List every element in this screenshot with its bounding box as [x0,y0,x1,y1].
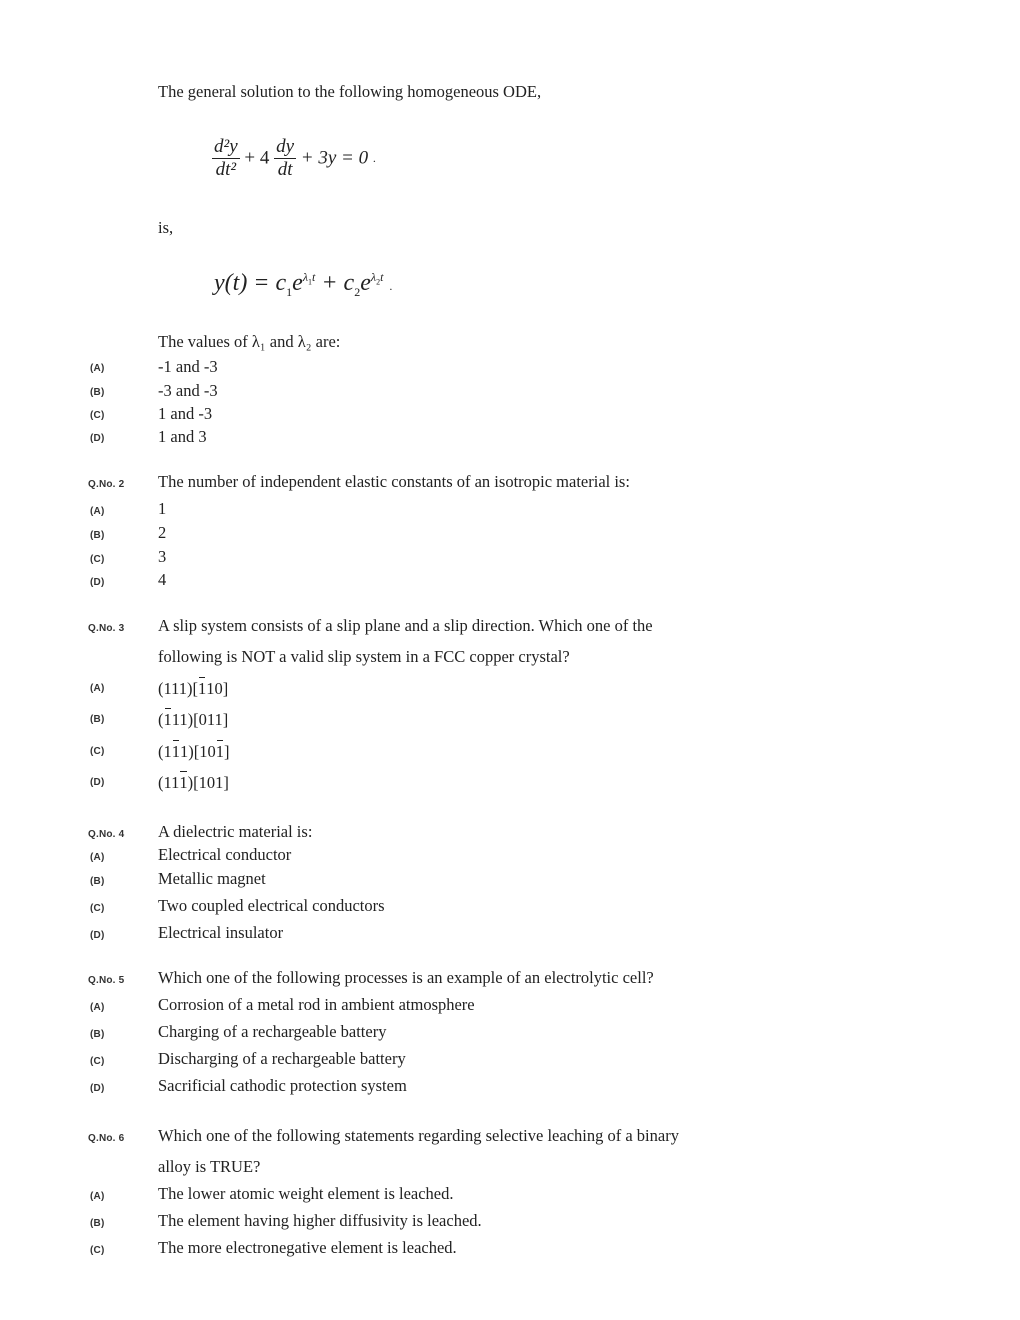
q5-stem: Which one of the following processes is an example of an electrolytic cell? [158,968,654,987]
q3-number: Q.No. 3 [88,623,125,634]
q4-option-d-label: (D) [90,930,105,941]
q1-option-d[interactable]: 1 and 3 [158,427,207,446]
q4-option-a-label: (A) [90,852,105,863]
q3-d-bar: 1 [179,773,188,792]
q1-sol-sub1: 1 [286,284,293,299]
q4-stem: A dielectric material is: [158,822,313,841]
q5-option-a-label: (A) [90,1002,105,1013]
q4-option-c[interactable]: Two coupled electrical conductors [158,896,385,915]
q3-option-d[interactable] [158,773,229,793]
q3-d-part1: (11 [158,773,180,792]
q1-option-c[interactable]: 1 and -3 [158,404,213,423]
q5-option-d[interactable]: Sacrificial cathodic protection system [158,1076,407,1095]
q3-stem-line1: A slip system consists of a slip plane and a slip direction. Which one of the [158,616,653,635]
q1-sol-lam2sub: 2 [376,277,381,287]
q3-option-c-label: (C) [90,746,105,757]
q5-option-c-label: (C) [90,1056,105,1067]
q3-c-part3: 1)[10 [180,742,216,761]
q3-c-bar1: 1 [171,742,180,761]
q3-option-c[interactable] [158,742,230,762]
q5-option-d-label: (D) [90,1083,105,1094]
q3-option-d-label: (D) [90,777,105,788]
q1-sol-lam2: λ [370,270,377,284]
q1-option-a[interactable]: -1 and -3 [158,357,218,376]
q5-option-a[interactable]: Corrosion of a metal rod in ambient atmosphere [158,995,475,1014]
q1-ode-rest: + 3y = 0 [300,147,369,169]
q1-sol-lam1sub: 1 [308,277,313,287]
q2-option-a-label: (A) [90,506,105,517]
q1-ode-second-derivative [212,136,240,181]
q3-option-a-label: (A) [90,683,105,694]
q1-is-text: is, [158,218,174,237]
q3-b-part1: ( [158,710,164,729]
q3-b-bar: 1 [163,710,172,729]
q1-option-b-label: (B) [90,387,105,398]
q6-number: Q.No. 6 [88,1133,125,1144]
q6-stem-line1: Which one of the following statements regarding selective leaching of a binary [158,1126,679,1145]
q6-stem-line2: alloy is TRUE? [158,1157,261,1176]
q1-ode-dt: dt [277,159,293,180]
q6-option-b-label: (B) [90,1218,105,1229]
q1-solution-equation [214,270,392,300]
q1-option-c-label: (C) [90,410,105,421]
q4-option-c-label: (C) [90,903,105,914]
q1-sol-lam1: λ [302,270,309,284]
q1-ode-equation [212,136,376,181]
q1-ode-first-derivative [274,136,296,181]
q1-prompt: The values of λ₁ and λ₂ are: [158,332,341,351]
q1-sol-plus: + c [321,270,355,296]
q1-option-a-label: (A) [90,363,105,374]
q3-a-part1: (111)[ [158,679,199,698]
q6-option-a-label: (A) [90,1191,105,1202]
q2-option-b[interactable]: 2 [158,523,167,542]
q2-option-d[interactable]: 4 [158,570,167,589]
q1-sol-e1: e [292,270,303,296]
q6-option-c[interactable]: The more electronegative element is leached. [158,1238,457,1257]
q3-a-bar: 1 [198,679,207,698]
q1-stem: The general solution to the following homogeneous ODE, [158,82,542,101]
q2-number: Q.No. 2 [88,479,125,490]
q2-option-d-label: (D) [90,577,105,588]
q1-sol-exp2 [370,270,384,287]
q1-sol-lhs: y(t) = c [214,270,287,296]
q1-ode-end: . [372,151,376,165]
q4-number: Q.No. 4 [88,829,125,840]
q2-option-c-label: (C) [90,554,105,565]
q1-sol-t1: t [312,270,316,284]
q3-c-part5: ] [224,742,230,761]
q6-option-b[interactable]: The element having higher diffusivity is leached. [158,1211,482,1230]
q3-stem-line2: following is NOT a valid slip system in a FCC copper crystal? [158,647,570,666]
q3-b-part3: 11)[011] [171,710,229,729]
q1-sol-t2: t [380,270,384,284]
q3-option-b-label: (B) [90,714,105,725]
q1-ode-d2y: d²y [214,136,238,157]
q3-c-bar2: 1 [215,742,224,761]
q2-stem: The number of independent elastic constants of an isotropic material is: [158,472,630,491]
q1-sol-sub2: 2 [354,284,361,299]
q1-sol-e2: e [360,270,371,296]
q3-a-part3: 10] [206,679,229,698]
q4-option-a[interactable]: Electrical conductor [158,845,292,864]
q6-option-c-label: (C) [90,1245,105,1256]
q1-sol-exp1 [302,270,316,287]
q2-option-c[interactable]: 3 [158,547,167,566]
q3-d-part3: )[101] [187,773,229,792]
q1-ode-dy: dy [276,136,295,157]
q1-option-b[interactable]: -3 and -3 [158,381,218,400]
q1-ode-plus4: + 4 [244,147,270,169]
q6-option-a[interactable]: The lower atomic weight element is leached. [158,1184,454,1203]
q5-option-c[interactable]: Discharging of a rechargeable battery [158,1049,406,1068]
q5-option-b[interactable]: Charging of a rechargeable battery [158,1022,387,1041]
q5-number: Q.No. 5 [88,975,125,986]
q4-option-b[interactable]: Metallic magnet [158,869,266,888]
q4-option-b-label: (B) [90,876,105,887]
q1-option-d-label: (D) [90,433,105,444]
q2-option-a[interactable]: 1 [158,499,167,518]
q3-c-part1: (1 [158,742,172,761]
q5-option-b-label: (B) [90,1029,105,1040]
q4-option-d[interactable]: Electrical insulator [158,923,284,942]
q1-sol-end: . [389,279,393,293]
q1-ode-dt2: dt² [215,159,237,180]
q3-option-b[interactable] [158,710,228,730]
page-crop-mask [0,1266,1020,1320]
q3-option-a[interactable] [158,679,228,699]
q2-option-b-label: (B) [90,530,105,541]
